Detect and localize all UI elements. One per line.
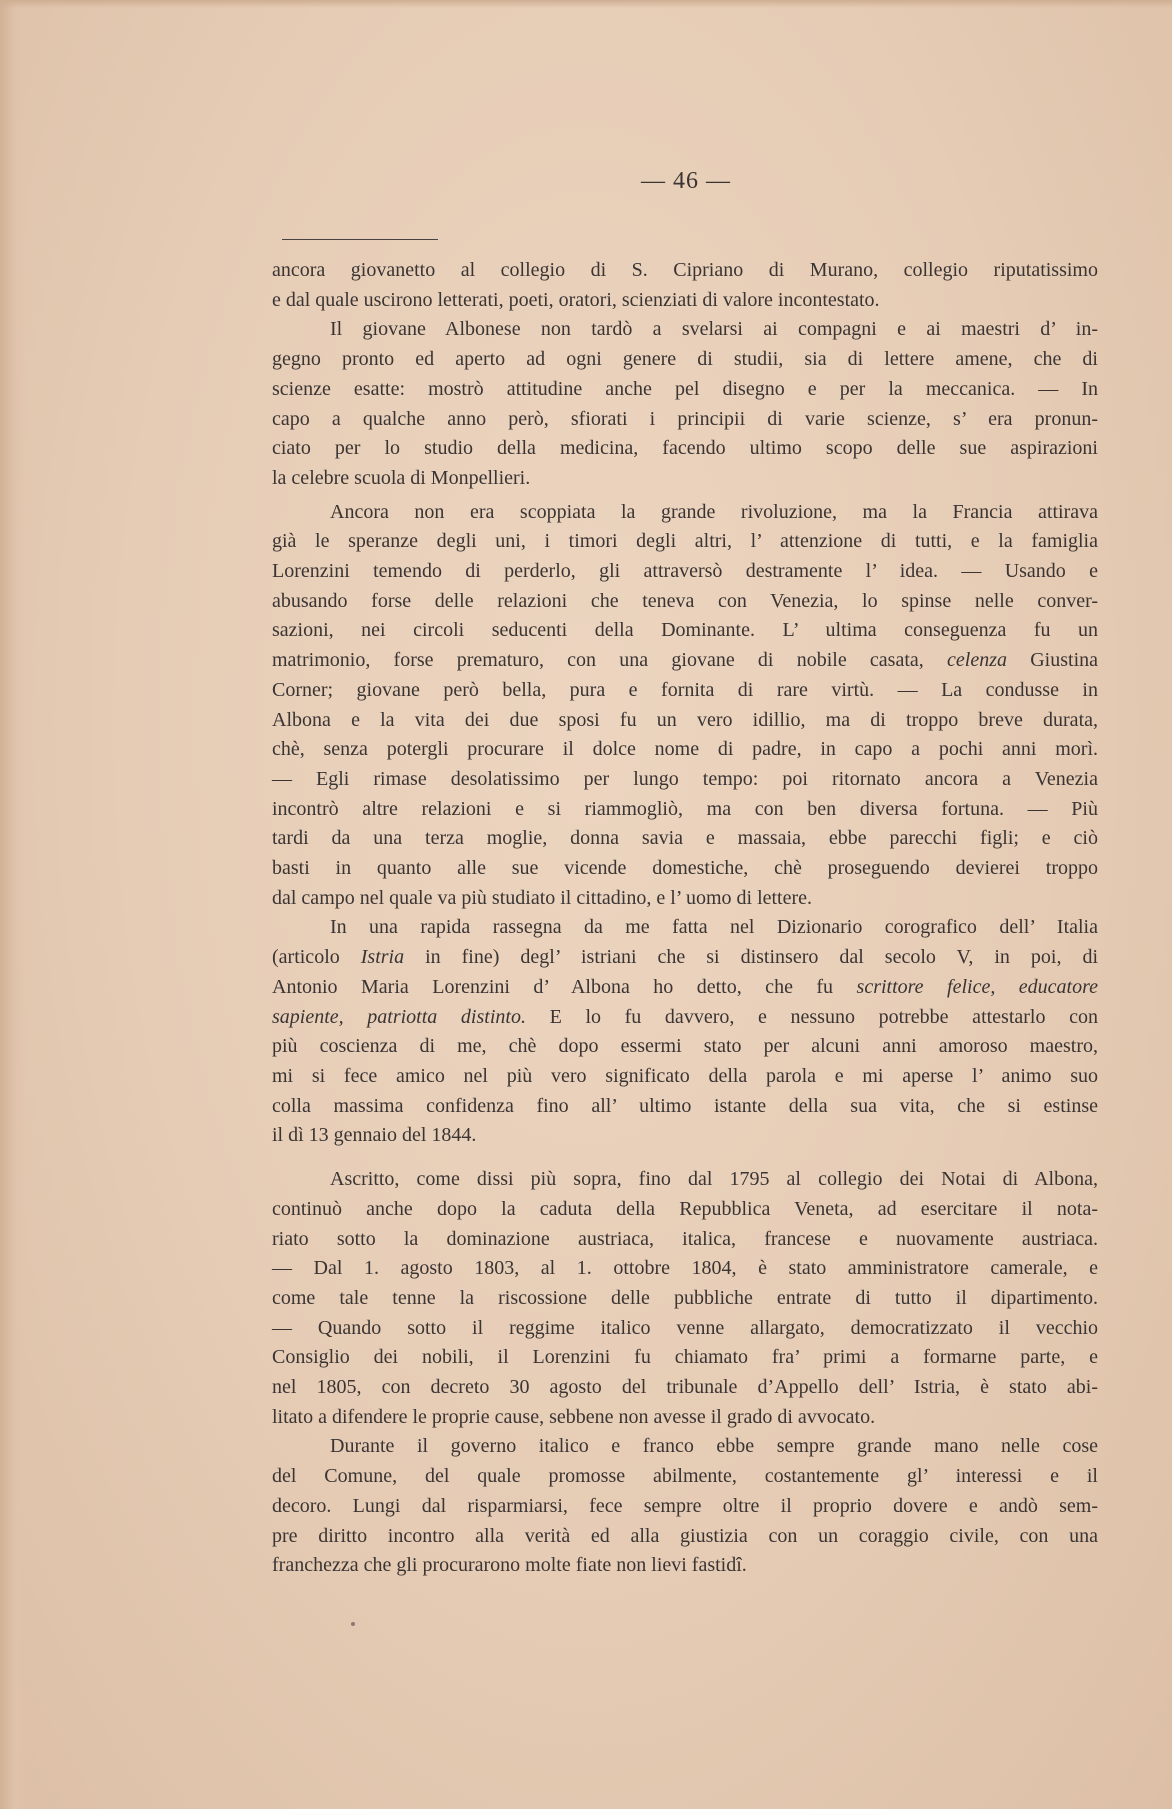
text-line: — Egli rimase desolatissimo per lungo tempo: poi ritornato ancora a Venezia [272,767,1098,790]
page-number: — 46 — [641,168,731,194]
italic-phrase: scrittore felice, educatore [856,975,1099,998]
text-line: chè, senza potergli procurare il dolce nome di padre, in capo a pochi anni morì. [272,738,1098,761]
text-line [272,646,1098,676]
text-line: Ancora non era scoppiata la grande rivoluzione, ma la Francia attirava [330,500,1098,523]
text-line: già le speranze degli uni, i timori degli altri, l’ attenzione di tutti, e la famiglia [272,530,1098,553]
text-line [272,943,1098,973]
text-line: — Dal 1. agosto 1803, al 1. ottobre 1804, è stato amministratore camerale, e [272,1257,1098,1280]
text-line: Il giovane Albonese non tardò a svelarsi ai compagni e ai maestri d’ in- [330,318,1098,341]
text-line: Corner; giovane però bella, pura e fornita di rare virtù. — La condusse in [272,678,1098,701]
text-line: ancora giovanetto al collegio di S. Cipriano di Murano, collegio riputatissimo [272,259,1098,281]
text-line: tardi da una terza moglie, donna savia e massaia, ebbe parecchi figli; e ciò [272,827,1098,850]
text-line [272,1003,1098,1033]
section-rule [282,239,438,240]
text-line: basti in quanto alle sue vicende domestiche, chè proseguendo devierei troppo [272,857,1098,880]
text-line: del Comune, del quale promosse abilmente, costantemente gl’ interessi e il [272,1465,1098,1488]
text-line: riato sotto la dominazione austriaca, italica, francese e nuovamente austriaca. [272,1227,1098,1250]
text-line: Albona e la vita dei due sposi fu un vero idillio, ma di troppo breve durata, [272,708,1098,731]
text-line: dal campo nel quale va più studiato il cittadino, e l’ uomo di lettere. [272,886,813,909]
text-fragment: Giustina [1030,649,1099,672]
text-line: sazioni, nei circoli seducenti della Dominante. L’ ultima conseguenza fu un [272,619,1098,642]
text-line: franchezza che gli procurarono molte fiate non lievi fastidî. [272,1554,747,1577]
text-line: come tale tenne la riscossione delle pubbliche entrate di tutto il dipartimento. [272,1286,1098,1309]
italic-phrase: sapiente, patriotta distinto. [272,1005,526,1028]
text-fragment: (articolo [272,946,340,969]
text-line: mi si fece amico nel più vero significato della parola e mi aperse l’ animo suo [272,1064,1098,1087]
text-line: litato a difendere le proprie cause, sebbene non avesse il grado di avvocato. [272,1405,876,1428]
text-line: incontrò altre relazioni e si riammogliò, ma con ben diversa fortuna. — Più [272,797,1098,820]
text-line: pre diritto incontro alla verità ed alla giustizia con un coraggio civile, con una [272,1524,1098,1547]
text-line: nel 1805, con decreto 30 agosto del tribunale d’Appello dell’ Istria, è stato abi- [272,1376,1098,1399]
text-line: scienze esatte: mostrò attitudine anche pel disegno e per la meccanica. — In [272,377,1098,400]
text-line: capo a qualche anno però, sfiorati i principii di varie scienze, s’ era pronun- [272,407,1098,430]
ink-speck [351,1622,355,1626]
text-fragment: Antonio Maria Lorenzini d’ Albona ho detto, che fu [272,975,834,998]
page-edge-shadow [0,0,26,1809]
text-line: più coscienza di me, chè dopo essermi stato per alcuni anni amoroso maestro, [272,1035,1098,1058]
text-line: e dal quale uscirono letterati, poeti, oratori, scienziati di valore incontestato. [272,288,880,311]
page-top-edge [0,0,1172,8]
text-line: il dì 13 gennaio del 1844. [272,1124,477,1147]
text-line: In una rapida rassegna da me fatta nel Dizionario corografico dell’ Italia [330,916,1098,939]
text-fragment: in fine) degl’ istriani che si distinsero dal secolo V, in poi, di [425,946,1099,969]
body-text [272,256,1098,1581]
text-line: Lorenzini temendo di perderlo, gli attraversò destramente l’ idea. — Usando e [272,560,1098,583]
text-line: abusando forse delle relazioni che teneva con Venezia, lo spinse nelle conver- [272,589,1098,612]
italic-term: Istria [360,946,405,969]
text-line: Ascritto, come dissi più sopra, fino dal 1795 al collegio dei Notai di Albona, [330,1168,1098,1191]
text-fragment: E lo fu davvero, e nessuno potrebbe attestarlo con [549,1005,1099,1028]
italic-term: celenza [947,649,1007,672]
text-line: Durante il governo italico e franco ebbe sempre grande mano nelle cose [330,1435,1098,1458]
text-line [272,973,1098,1003]
text-line: gegno pronto ed aperto ad ogni genere di studii, sia di lettere amene, che di [272,348,1098,371]
text-line: — Quando sotto il reggime italico venne allargato, democratizzato il vecchio [272,1316,1098,1339]
text-fragment: matrimonio, forse prematuro, con una giovane di nobile casata, [272,649,924,672]
text-line: decoro. Lungi dal risparmiarsi, fece sempre oltre il proprio dovere e andò sem- [272,1494,1098,1517]
text-line: la celebre scuola di Monpellieri. [272,466,531,489]
text-line: continuò anche dopo la caduta della Repubblica Veneta, ad esercitare il nota- [272,1197,1098,1220]
text-line: Consiglio dei nobili, il Lorenzini fu chiamato fra’ primi a formarne parte, e [272,1346,1098,1369]
text-line: colla massima confidenza fino all’ ultimo istante della sua vita, che si estinse [272,1094,1098,1117]
text-line: ciato per lo studio della medicina, facendo ultimo scopo delle sue aspirazioni [272,437,1098,460]
